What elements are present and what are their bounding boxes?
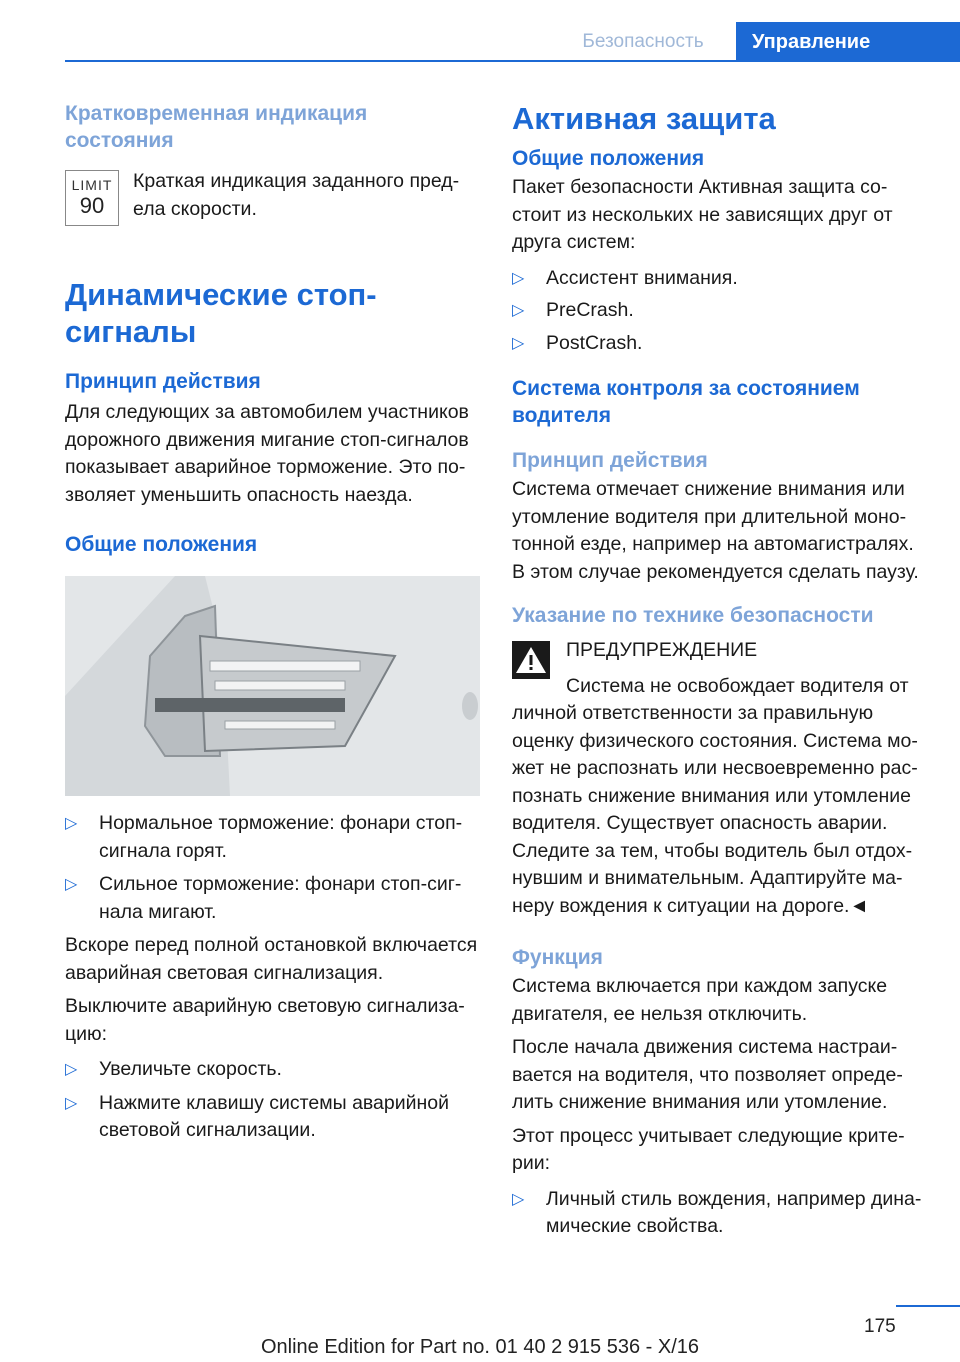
list-item-text: Ассистент внимания. bbox=[546, 266, 738, 289]
page-number: 175 bbox=[864, 1316, 896, 1337]
right-column bbox=[512, 100, 927, 1241]
online-edition-footer: Online Edition for Part no. 01 40 2 915 536 - X/16 bbox=[260, 1336, 700, 1358]
limit-icon-label: LIMIT bbox=[71, 177, 113, 193]
warning-text-start: Система не освобождает водителя от bbox=[566, 674, 909, 697]
triangle-bullet-icon: ▷ bbox=[512, 302, 525, 319]
paragraph-function-3: Этот процесс учитывает следующие критерии: bbox=[512, 1124, 905, 1174]
heading-driver-monitoring: Система контроля за состоянием водителя bbox=[512, 377, 860, 427]
rear-light-illustration bbox=[65, 576, 480, 796]
left-column bbox=[65, 100, 480, 1145]
triangle-bullet-icon: ▷ bbox=[65, 876, 78, 893]
limit-text: Краткая индикация заданного предела скорости. bbox=[133, 170, 460, 220]
list-item-text: Увеличьте скорость. bbox=[99, 1058, 282, 1080]
heading-principle: Принцип действия bbox=[65, 370, 261, 393]
list-item-text: Личный стиль вождения, например динамические свойства. bbox=[546, 1187, 922, 1237]
heading-function: Функция bbox=[512, 946, 603, 969]
triangle-bullet-icon: ▷ bbox=[512, 334, 525, 352]
list-item bbox=[65, 810, 480, 865]
triangle-bullet-icon: ▷ bbox=[65, 1061, 78, 1078]
paragraph-function-2: После начала движения система настраивается на водителя, что позволяет определить снижение внимания или утомление. bbox=[512, 1036, 903, 1113]
list-item bbox=[65, 1090, 480, 1145]
list-item bbox=[512, 297, 927, 325]
header-tab-controls[interactable]: Управление bbox=[736, 22, 960, 62]
paragraph-hazard-off: Выключите аварийную световую сигнализацию: bbox=[65, 995, 465, 1045]
list-item-text: Нажмите клавишу системы аварийной световой сигнализации. bbox=[99, 1091, 450, 1141]
paragraph-hazard-on: Вскоре перед полной остановкой включается аварийная световая сигнализация. bbox=[65, 934, 478, 984]
list-item-text: Нормальное торможение: фонари стоп-сигнала горят. bbox=[99, 812, 463, 862]
paragraph-principle: Для следующих за автомобилем участников дорожного движения мигание стоп-сигналов показывает аварийное торможение. Это позволяет уменьшить опасность наезда. bbox=[65, 401, 469, 506]
header-rule bbox=[65, 60, 960, 62]
triangle-bullet-icon: ▷ bbox=[512, 269, 525, 287]
warning-text: личной ответственности за правильную оценку физического состояния. Система может не распознать или несвоевременно распознать снижение внимания или утомление водителя. Существует опасность аварии. Следите за тем, чтобы водитель был отдохнувшим и внимательным. Адаптируйте манеру вождения к ситуации на дороге.◄ bbox=[512, 702, 918, 917]
rear-light-image bbox=[65, 576, 480, 796]
heading-dynamic-brake-lights: Динамические стоп-сигналы bbox=[65, 277, 377, 349]
warning-icon bbox=[512, 641, 550, 679]
list-item bbox=[512, 330, 927, 358]
list-item bbox=[512, 1186, 927, 1241]
list-item bbox=[65, 871, 480, 926]
speed-limit-icon bbox=[65, 170, 119, 226]
systems-list bbox=[512, 265, 927, 358]
warning-block bbox=[512, 639, 927, 700]
limit-icon-value: 90 bbox=[79, 193, 105, 218]
footer-rule bbox=[896, 1305, 960, 1307]
heading-short-indication: Кратковременная индикация состояния bbox=[65, 102, 368, 152]
header-tab-safety[interactable]: Безопасность bbox=[552, 22, 734, 62]
brake-list bbox=[65, 810, 480, 926]
triangle-bullet-icon: ▷ bbox=[512, 1190, 525, 1208]
triangle-bullet-icon: ▷ bbox=[65, 1094, 78, 1112]
criteria-list bbox=[512, 1186, 927, 1241]
heading-principle: Принцип действия bbox=[512, 449, 708, 472]
hazard-list bbox=[65, 1056, 480, 1145]
heading-general: Общие положения bbox=[65, 533, 258, 556]
list-item bbox=[512, 265, 927, 293]
list-item-text: Сильное торможение: фонари стоп-сигнала мигают. bbox=[99, 873, 462, 923]
limit-row bbox=[65, 170, 480, 226]
warning-title: ПРЕДУПРЕЖДЕНИЕ bbox=[566, 639, 758, 661]
paragraph-function-1: Система включается при каждом запуске двигателя, ее нельзя отключить. bbox=[512, 975, 888, 1025]
list-item-text: PreCrash. bbox=[546, 299, 634, 321]
list-item bbox=[65, 1056, 480, 1084]
triangle-bullet-icon: ▷ bbox=[65, 815, 78, 832]
paragraph-general: Пакет безопасности Активная защита состоит из нескольких не зависящих друг от друга систем: bbox=[512, 176, 893, 253]
list-item-text: PostCrash. bbox=[546, 331, 643, 354]
heading-general: Общие положения bbox=[512, 147, 705, 170]
heading-active-protection: Активная защита bbox=[512, 101, 776, 136]
paragraph-principle: Система отмечает снижение внимания или утомление водителя при длительной монотонной езде, например на автомагистралях. В этом случае рекомендуется сделать паузу. bbox=[512, 478, 919, 583]
heading-safety-note: Указание по технике безопасности bbox=[512, 604, 874, 627]
